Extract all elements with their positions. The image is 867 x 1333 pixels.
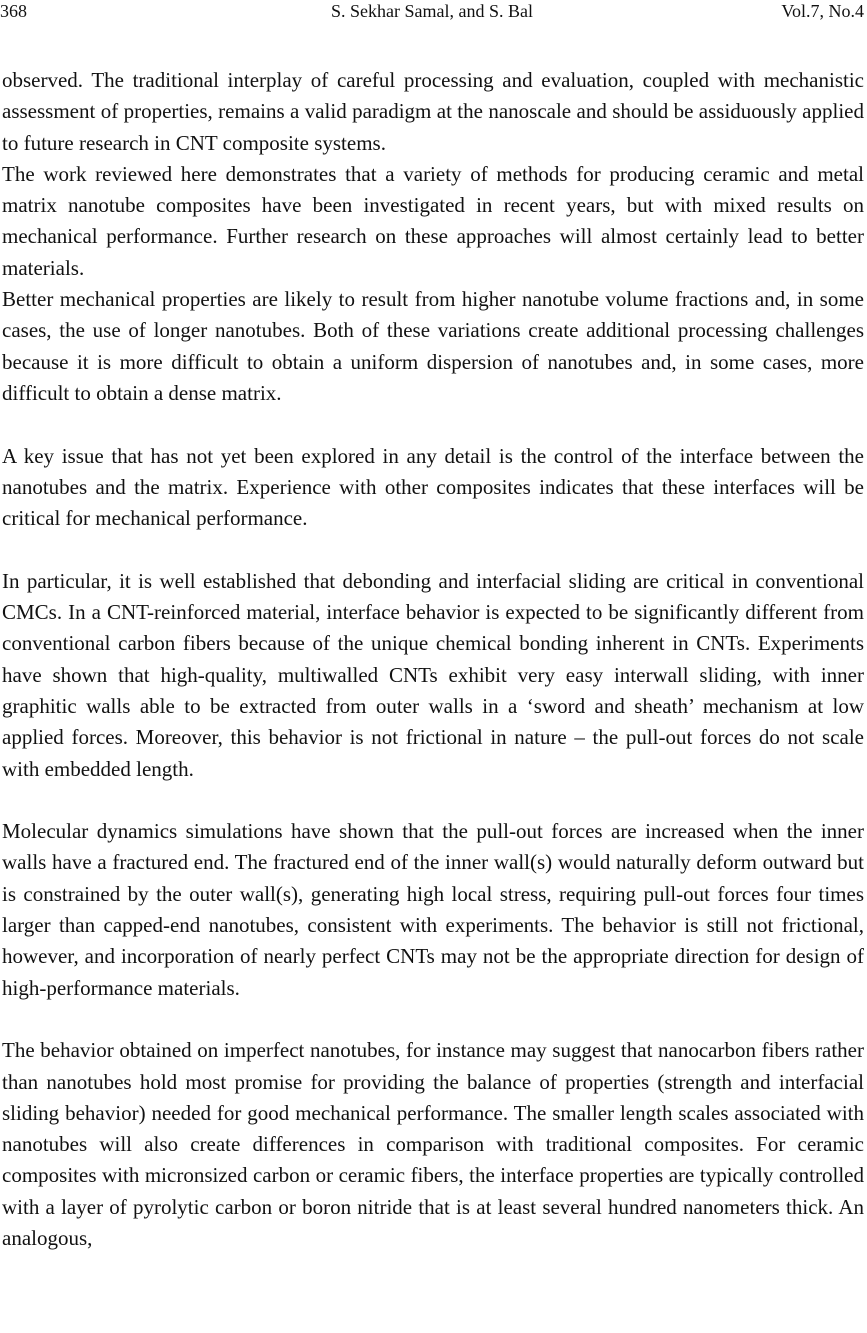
page-number: 368 [0,1,27,21]
body-text [2,65,864,1254]
header-authors: S. Sekhar Samal, and S. Bal [331,1,533,21]
running-header [0,0,864,24]
paragraph: A key issue that has not yet been explored in any detail is the control of the interface between the nanotubes and the matrix. Experience with other composites indicates that these interfaces will be critical for mechanical performance. [2,443,864,531]
paragraph: The behavior obtained on imperfect nanotubes, for instance may suggest that nanocarbon fibers rather than nanotubes hold most promise for providing the balance of properties (strength and interfacial sliding behavior) needed for good mechanical performance. The smaller length scales associated with nanotubes will also create differences in comparison with traditional composites. For ceramic composites with micronsized carbon or ceramic fibers, the interface properties are typically controlled with a layer of pyrolytic carbon or boron nitride that is at least several hundred nanometers thick. An analogous, [2,1038,864,1250]
paragraph: Better mechanical properties are likely to result from higher nanotube volume fractions and, in some cases, the use of longer nanotubes. Both of these variations create additional processing challenges because it is more difficult to obtain a uniform dispersion of nanotubes and, in some cases, more difficult to obtain a dense matrix. [2,287,864,405]
header-volume: Vol.7, No.4 [781,1,864,21]
paragraph: In particular, it is well established that debonding and interfacial sliding are critical in conventional CMCs. In a CNT-reinforced material, interface behavior is expected to be significantly different from conventional carbon fibers because of the unique chemical bonding inherent in CNTs. Experiments have shown that high-quality, multiwalled CNTs exhibit very easy interwall sliding, with inner graphitic walls able to be extracted from outer walls in a ‘sword and sheath’ mechanism at low applied forces. Moreover, this behavior is not frictional in nature – the pull-out forces do not scale with embedded length. [2,568,864,781]
paragraph: observed. The traditional interplay of careful processing and evaluation, coupled with mechanistic assessment of properties, remains a valid paradigm at the nanoscale and should be assiduously applied to future research in CNT composite systems. [2,68,864,155]
paragraph: The work reviewed here demonstrates that a variety of methods for producing ceramic and metal matrix nanotube composites have been investigated in recent years, but with mixed results on mechanical performance. Further research on these approaches will almost certainly lead to better materials. [2,161,864,280]
paragraph: Molecular dynamics simulations have shown that the pull-out forces are increased when the inner walls have a fractured end. The fractured end of the inner wall(s) would naturally deform outward but is constrained by the outer wall(s), generating high local stress, requiring pull-out forces four times larger than capped-end nanotubes, consistent with experiments. The behavior is still not frictional, however, and incorporation of nearly perfect CNTs may not be the appropriate direction for design of high-performance materials. [2,819,864,1000]
